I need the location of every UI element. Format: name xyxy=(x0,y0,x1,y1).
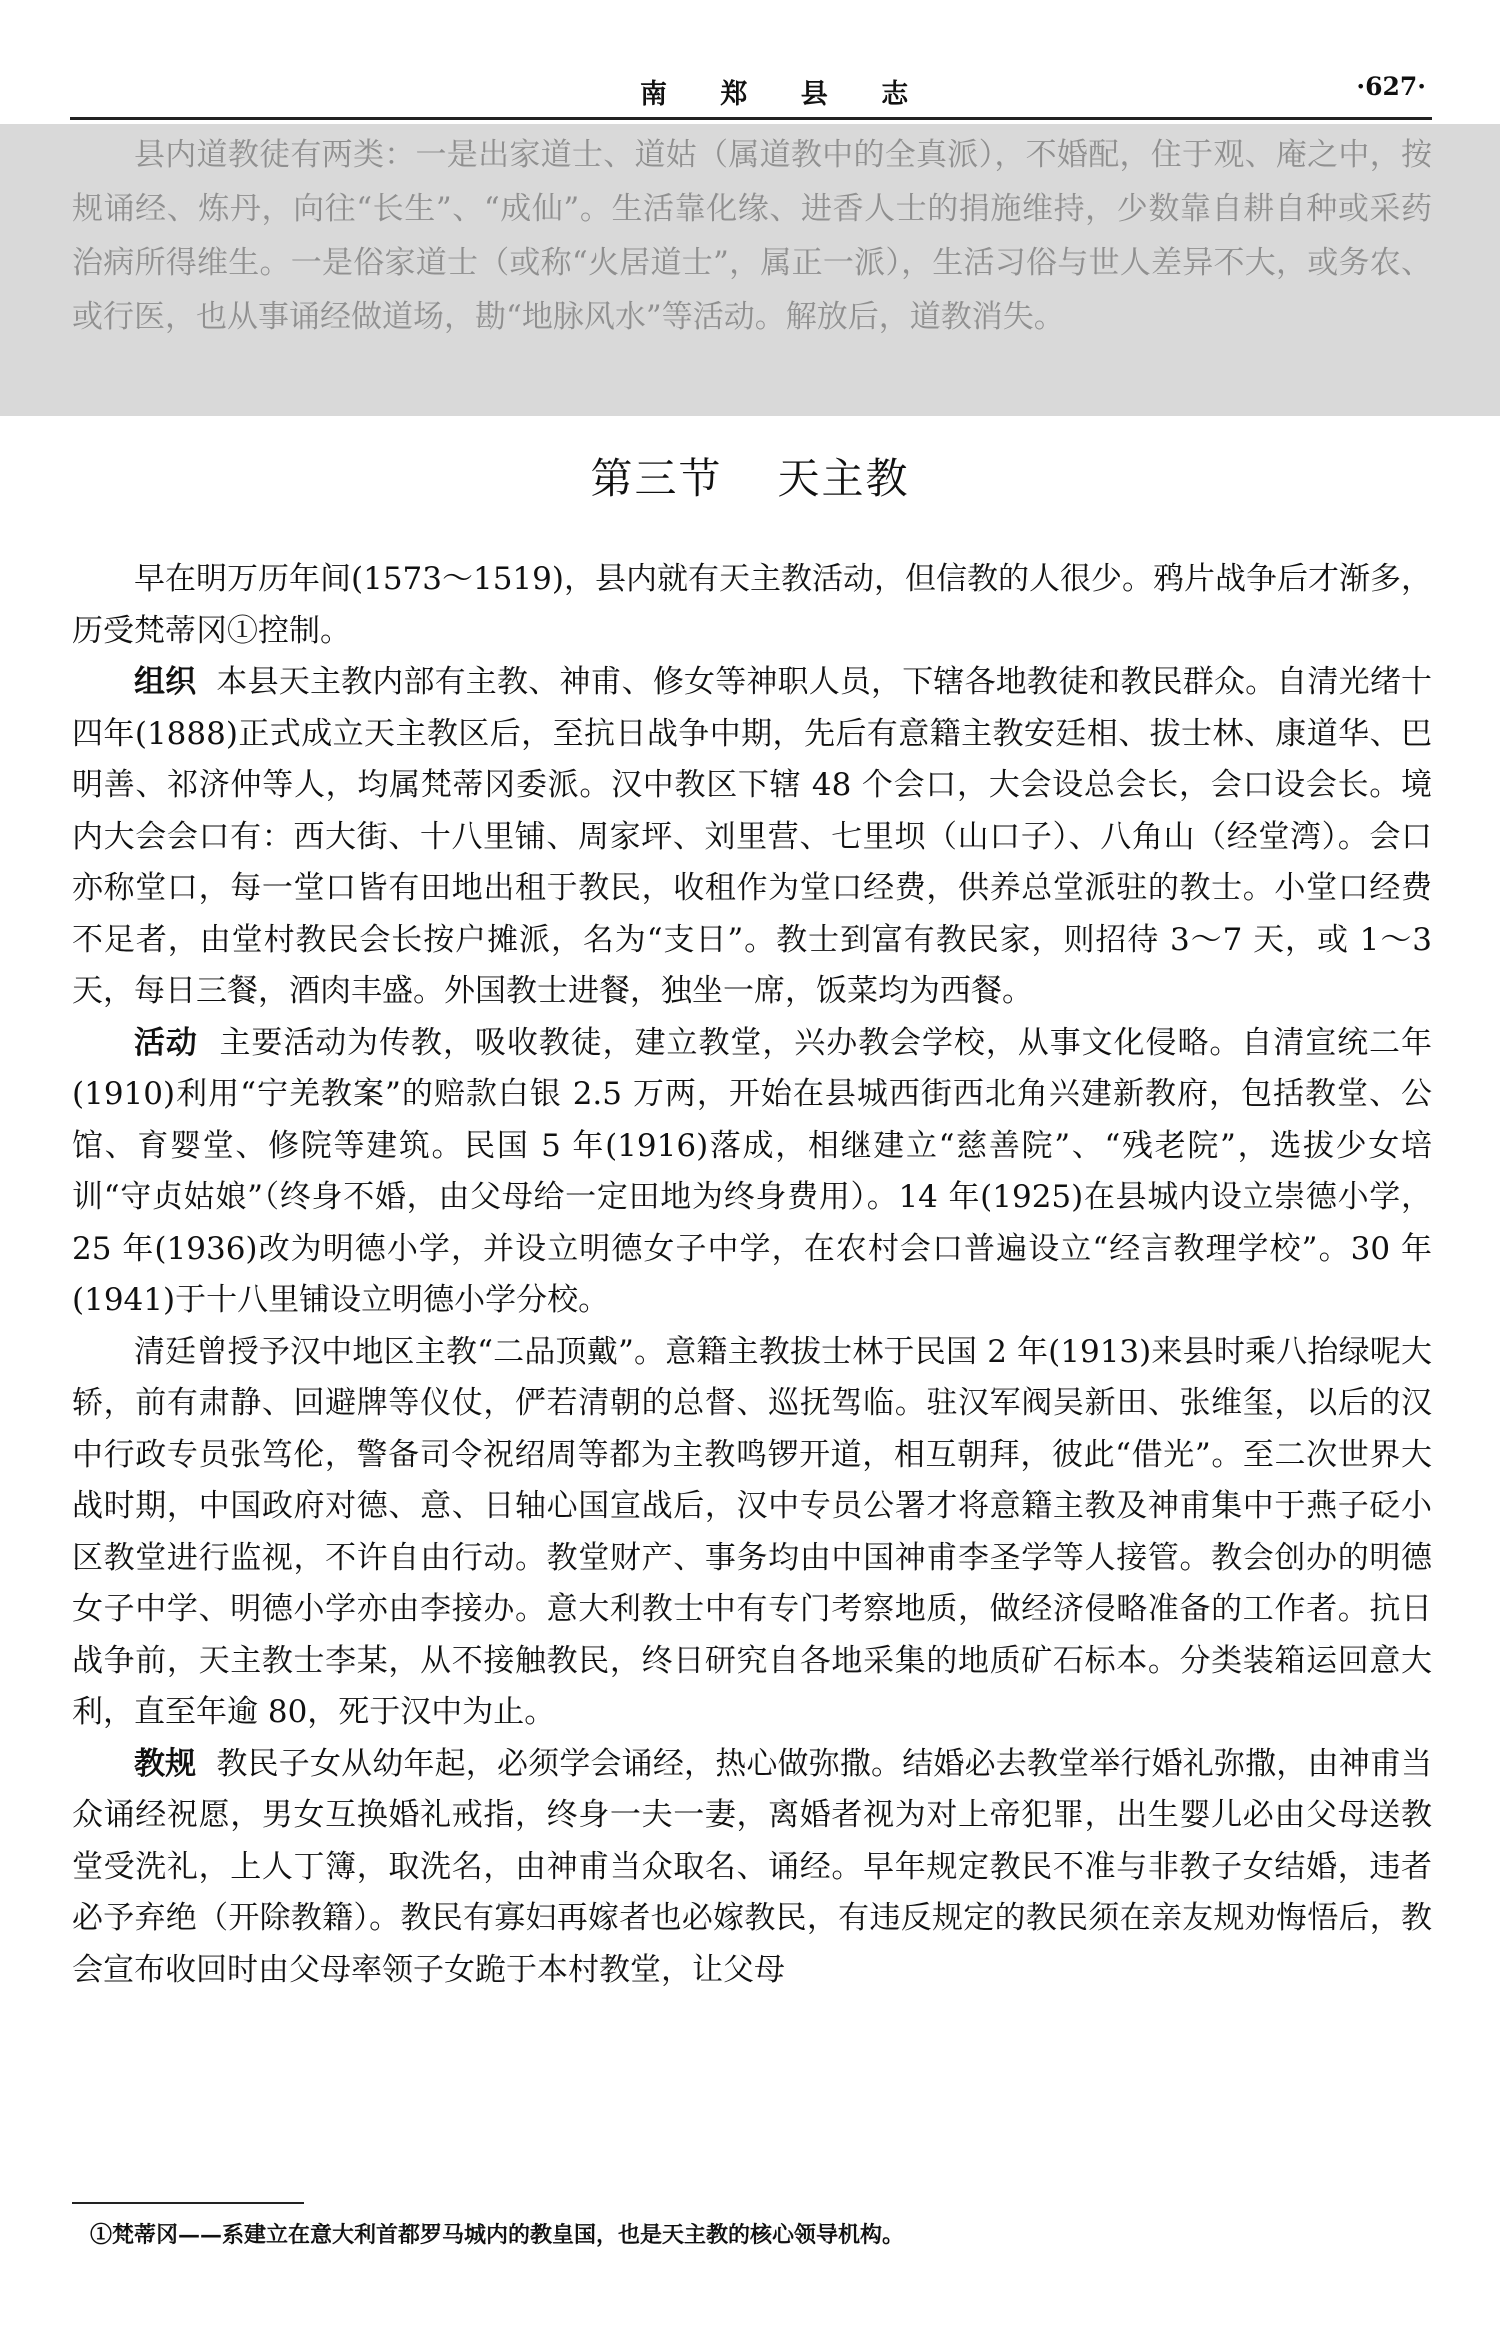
paragraph-text: 清廷曾授予汉中地区主教“二品顶戴”。意籍主教拔士林于民国 2 年(1913)来县时乘八抬绿呢大轿，前有肃静、回避牌等仪仗，俨若清朝的总督、巡抚驾临。驻汉军阀吴新田、张维玺，以后的汉中行政专员张笃伦，警备司令祝绍周等都为主教鸣锣开道，相互朝拜，彼此“借光”。至二次世界大战时期，中国政府对德、意、日轴心国宣战后，汉中专员公署才将意籍主教及神甫集中于燕子砭小区教堂进行监视，不许自由行动。教堂财产、事务均由中国神甫李圣学等人接管。教会创办的明德女子中学、明德小学亦由李接办。意大利教士中有专门考察地质，做经济侵略准备的工作者。抗日战争前，天主教士李某，从不接触教民，终日研究自各地采集的地质矿石标本。分类装箱运回意大利，直至年逾 80，死于汉中为止。 xyxy=(72,1333,1432,1730)
paragraph-keyword: 组织 xyxy=(134,664,197,700)
paragraph-keyword: 教规 xyxy=(134,1745,197,1782)
page-header xyxy=(70,62,1432,120)
body-text xyxy=(72,554,1432,1996)
paragraph-activities xyxy=(72,1018,1432,1327)
paragraph-rules xyxy=(72,1739,1432,1997)
section-number: 第三节 xyxy=(590,454,723,503)
section-name: 天主教 xyxy=(777,454,910,503)
paragraph-text: 主要活动为传教，吸收教徒，建立教堂，兴办教会学校，从事文化侵略。自清宣统二年(1910)利用“宁羌教案”的赔款白银 2.5 万两，开始在县城西街西北角兴建新教府，包括教堂、公馆、育婴堂、修院等建筑。民国 5 年(1916)落成，相继建立“慈善院”、“残老院”，选拔少女培训“守贞姑娘”（终身不婚，由父母给一定田地为终身费用）。14 年(1925)在县城内设立崇德小学，25 年(1936)改为明德小学，并设立明德女子中学，在农村会口普遍设立“经言教理学校”。30 年(1941)于十八里铺设立明德小学分校。 xyxy=(72,1024,1432,1318)
paragraph-history xyxy=(72,1327,1432,1739)
paragraph-intro xyxy=(72,554,1432,657)
shaded-paragraph: 县内道教徒有两类：一是出家道士、道姑（属道教中的全真派），不婚配，住于观、庵之中，按规诵经、炼丹，向往“长生”、“成仙”。生活靠化缘、进香人士的捐施维持，少数靠自耕自种或采药治病所得维生。一是俗家道士（或称“火居道士”，属正一派），生活习俗与世人差异不大，或务农、或行医，也从事诵经做道场，勘“地脉风水”等活动。解放后，道教消失。 xyxy=(72,137,1432,335)
footnote: ①梵蒂冈——系建立在意大利首都罗马城内的教皇国，也是天主教的核心领导机构。 xyxy=(90,2222,905,2248)
shaded-previous-section xyxy=(0,124,1500,416)
page-number: ·627· xyxy=(1356,72,1426,101)
paragraph-text: 本县天主教内部有主教、神甫、修女等神职人员，下辖各地教徒和教民群众。自清光绪十四年(1888)正式成立天主教区后，至抗日战争中期，先后有意籍主教安廷相、拔士林、康道华、巴明善、祁济仲等人，均属梵蒂冈委派。汉中教区下辖 48 个会口，大会设总会长，会口设会长。境内大会会口有：西大街、十八里铺、周家坪、刘里营、七里坝（山口子）、八角山（经堂湾）。会口亦称堂口，每一堂口皆有田地出租于教民，收租作为堂口经费，供养总堂派驻的教士。小堂口经费不足者，由堂村教民会长按户摊派，名为“支日”。教士到富有教民家，则招待 3～7 天，或 1～3 天，每日三餐，酒肉丰盛。外国教士进餐，独坐一席，饭菜均为西餐。 xyxy=(72,664,1433,1009)
paragraph-text: 早在明万历年间(1573～1519)，县内就有天主教活动，但信教的人很少。鸦片战争后才渐多，历受梵蒂冈①控制。 xyxy=(72,561,1432,649)
paragraph-keyword: 活动 xyxy=(134,1024,198,1061)
footnote-divider xyxy=(72,2202,304,2204)
section-heading xyxy=(0,446,1500,506)
paragraph-text: 教民子女从幼年起，必须学会诵经，热心做弥撒。结婚必去教堂举行婚礼弥撒，由神甫当众诵经祝愿，男女互换婚礼戒指，终身一夫一妻，离婚者视为对上帝犯罪，出生婴儿必由父母送教堂受洗礼，上人丁簿，取洗名，由神甫当众取名、诵经。早年规定教民不准与非教子女结婚，违者必予弃绝（开除教籍）。教民有寡妇再嫁者也必嫁教民，有违反规定的教民须在亲友规劝悔悟后，教会宣布收回时由父母率领子女跪于本村教堂，让父母 xyxy=(72,1745,1433,1988)
paragraph-organization xyxy=(72,657,1432,1018)
book-title: 南 郑 县 志 xyxy=(640,79,931,110)
